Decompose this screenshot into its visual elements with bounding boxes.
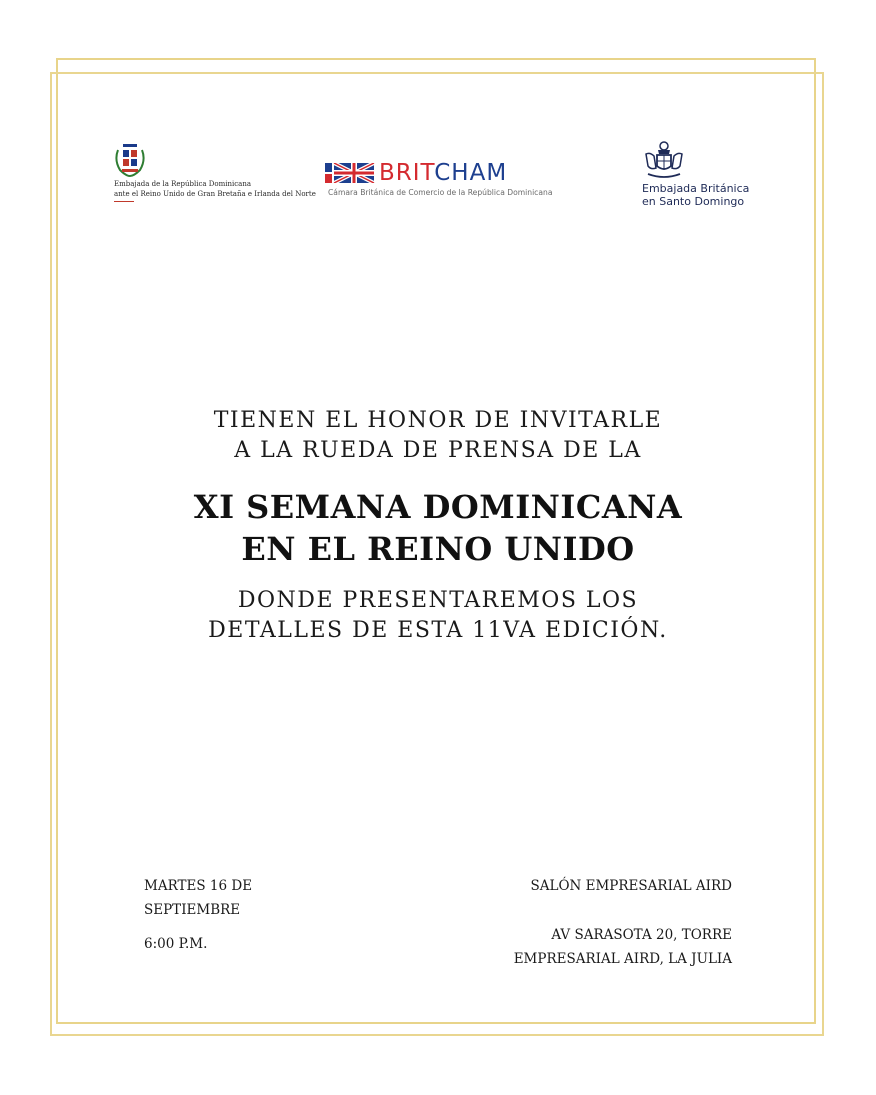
event-time: 6:00 P.M.	[144, 936, 208, 952]
invitation-subtitle	[90, 586, 786, 646]
event-datetime	[144, 874, 344, 956]
dominican-embassy-logo	[112, 140, 316, 210]
event-address-line-2: EMPRESARIAL AIRD, LA JULIA	[513, 951, 732, 967]
uk-embassy-logo	[640, 140, 760, 210]
uk-embassy-location: en Santo Domingo	[642, 195, 745, 208]
red-divider	[114, 201, 134, 202]
event-date-line-2: SEPTIEMBRE	[144, 902, 241, 918]
dominican-embassy-subtitle: ante el Reino Unido de Gran Bretaña e Irlanda del Norte	[114, 190, 316, 198]
title-line-2: EN EL REINO UNIDO	[241, 530, 635, 568]
intro-line-2: A LA RUEDA DE PRENSA DE LA	[234, 438, 642, 463]
dominican-embassy-name: Embajada de la República Dominicana	[114, 180, 252, 188]
invitation-body	[90, 406, 786, 646]
event-date-line-1: MARTES 16 DE	[144, 878, 253, 894]
subtitle-line-2: DETALLES DE ESTA 11VA EDICIÓN.	[208, 618, 668, 643]
britcham-wordmark	[379, 160, 507, 186]
event-venue: SALÓN EMPRESARIAL AIRD	[530, 878, 732, 894]
britcham-logo	[325, 160, 595, 204]
subtitle-line-1: DONDE PRESENTAREMOS LOS	[237, 588, 639, 613]
invitation-intro	[90, 406, 786, 466]
britcham-flag-icon	[325, 163, 375, 183]
dominican-coat-of-arms-icon	[112, 140, 148, 178]
title-line-1: XI SEMANA DOMINICANA	[193, 488, 683, 526]
intro-line-1: TIENEN EL HONOR DE INVITARLE	[213, 408, 663, 433]
event-address-line-1: AV SARASOTA 20, TORRE	[551, 927, 732, 943]
britcham-tagline: Cámara Británica de Comercio de la República Dominicana	[328, 188, 553, 197]
royal-coat-of-arms-icon	[642, 140, 686, 180]
event-location	[432, 874, 732, 971]
britcham-wordmark-red: BRIT	[379, 160, 435, 186]
event-title	[90, 486, 786, 570]
uk-embassy-name: Embajada Británica	[642, 182, 750, 195]
britcham-wordmark-blue: CHAM	[434, 160, 508, 186]
